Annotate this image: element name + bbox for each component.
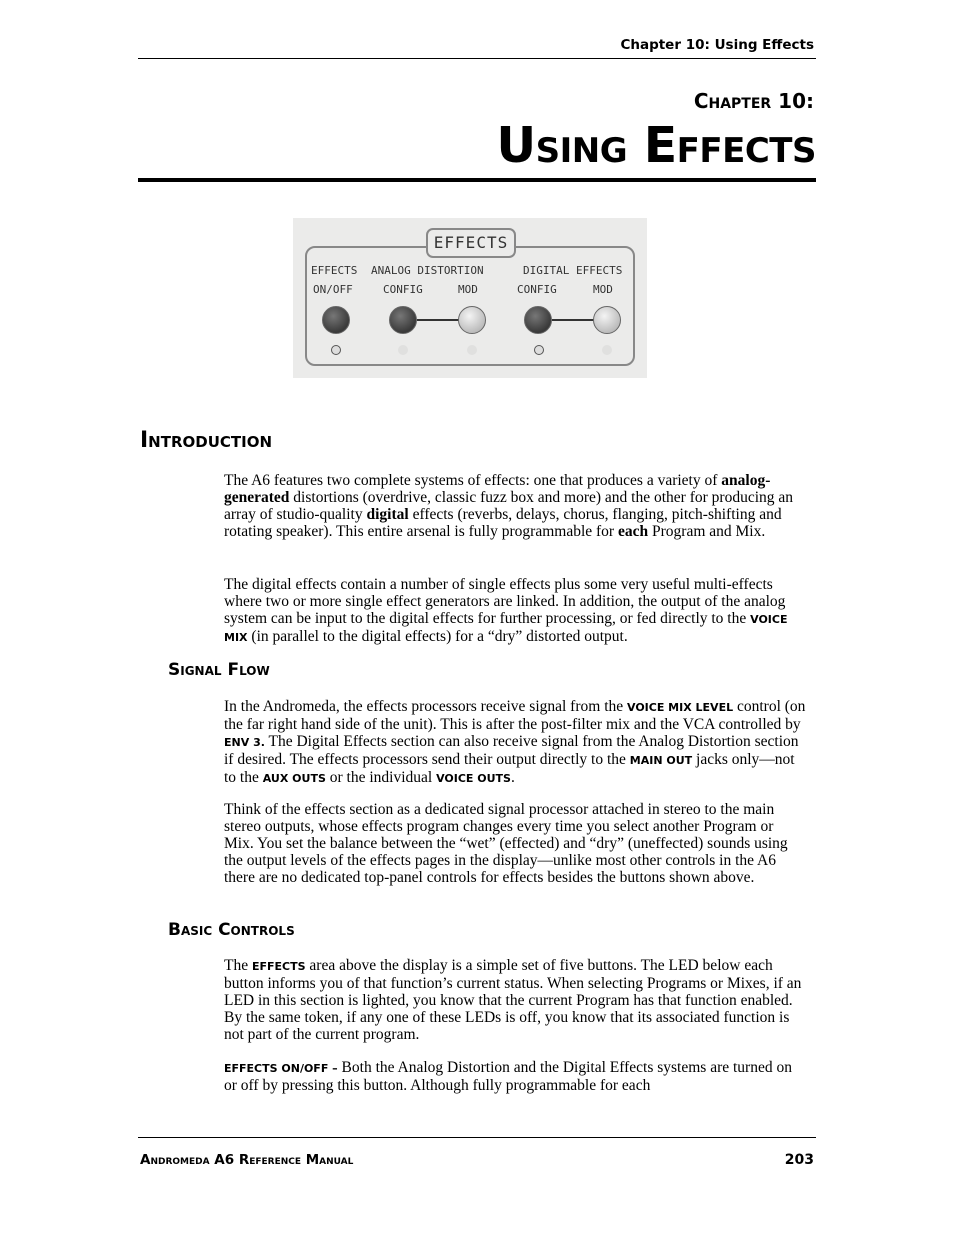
title-rule xyxy=(138,178,816,182)
digital-config-button xyxy=(524,306,552,334)
text-run: The digital effects contain a number of single effects plus some very useful multi-effects where two or more single effect generators are linked. In addition, the output of the analog system can be input to the digital effects for further processing, or fed directly to the xyxy=(224,576,786,628)
bold-term: digital xyxy=(366,506,409,524)
subsection-heading-signal-flow: Signal Flow xyxy=(168,660,270,680)
digital-mod-button xyxy=(593,306,621,334)
text-run: area above the display is a simple set of five buttons. The LED below each button informs you of that function’s current status. When selecting Programs or Mixes, if an LED in this section is lighted, you know that the current Program has that function enabled. By the same token, if any one of these LEDs is off, you know that its associated function is not part of the current program. xyxy=(224,957,802,1044)
text-run: jacks only—not to the xyxy=(224,751,795,787)
text-run: (in parallel to the digital effects) for a “dry” distorted output. xyxy=(247,628,628,646)
text-run: or the individual xyxy=(325,769,437,787)
analog-config-led xyxy=(398,345,408,355)
text-run: The xyxy=(224,957,252,974)
basic-controls-paragraph-2 xyxy=(224,1059,806,1094)
subsection-heading-basic-controls: Basic Controls xyxy=(168,920,295,940)
digital-link-line xyxy=(552,319,594,321)
analog-config-button xyxy=(389,306,417,334)
text-run: Program and Mix. xyxy=(648,523,766,541)
control-name: MAIN OUT xyxy=(629,754,693,768)
bold-term: analog-generated xyxy=(224,472,771,507)
digital-mod-led xyxy=(602,345,612,355)
bold-term: each xyxy=(617,523,649,541)
button-label-digital-config: CONFIG xyxy=(517,283,557,296)
group-label-effects: EFFECTS xyxy=(311,264,358,277)
button-label-analog-mod: MOD xyxy=(458,283,478,296)
signal-flow-paragraph-2: Think of the effects section as a dedicated signal processor attached in stereo to the main stereo outputs, whose effects program changes every time you select another Program or Mix. You set the balance between the “wet” (effected) and “dry” (uneffected) sounds using the output levels of the effects pages in the display—unlike most other controls in the A6 there are no dedicated top-panel controls for effects besides the buttons shown above. xyxy=(224,801,788,887)
text-run: . xyxy=(510,769,515,787)
control-name: AUX OUTS xyxy=(262,772,326,786)
group-label-digital: DIGITAL EFFECTS xyxy=(523,264,623,277)
basic-controls-paragraph-1 xyxy=(224,957,806,1043)
footer-manual-title: Andromeda A6 Reference Manual xyxy=(140,1152,354,1168)
text-run: control (on the far right hand side of the unit). This is after the post-filter mix and the VCA controlled by xyxy=(224,698,806,734)
effects-onoff-button xyxy=(322,306,350,334)
page-number: 203 xyxy=(784,1152,814,1168)
effects-panel-illustration xyxy=(293,218,647,378)
control-name: VOICE MIX xyxy=(224,613,788,645)
intro-paragraph-1 xyxy=(224,472,806,540)
control-name: EFFECTS ON/OFF – xyxy=(224,1062,338,1075)
analog-link-line xyxy=(417,319,459,321)
control-name: VOICE OUTS xyxy=(436,772,511,786)
text-run: In the Andromeda, the effects processors receive signal from the xyxy=(224,698,627,715)
panel-tab-label: EFFECTS xyxy=(426,228,516,258)
text-run: The A6 features two complete systems of effects: one that produces a variety of xyxy=(224,472,722,489)
button-label-onoff: ON/OFF xyxy=(313,283,353,296)
footer-rule xyxy=(138,1137,816,1138)
chapter-label: Chapter 10: xyxy=(693,89,814,113)
chapter-title: Using Effects xyxy=(496,117,816,174)
analog-mod-button xyxy=(458,306,486,334)
effects-onoff-led xyxy=(331,345,341,355)
digital-config-led xyxy=(534,345,544,355)
control-name: EFFECTS xyxy=(251,960,306,973)
analog-mod-led xyxy=(467,345,477,355)
button-label-analog-config: CONFIG xyxy=(383,283,423,296)
control-name: VOICE MIX LEVEL xyxy=(627,701,734,714)
text-run: The Digital Effects section can also receive signal from the Analog Distortion section if desired. The effects processors send their output directly to the xyxy=(224,733,799,769)
group-label-analog: ANALOG DISTORTION xyxy=(371,264,484,277)
button-label-digital-mod: MOD xyxy=(593,283,613,296)
signal-flow-paragraph-1 xyxy=(224,698,806,787)
text-run: Both the Analog Distortion and the Digital Effects systems are turned on or off by pressing this button. Although fully programmable for each xyxy=(224,1059,792,1095)
control-name: ENV 3. xyxy=(224,736,265,750)
section-heading-introduction: Introduction xyxy=(140,428,273,453)
running-header: Chapter 10: Using Effects xyxy=(620,37,814,53)
text-run: effects (reverbs, delays, chorus, flanging, pitch-shifting and rotating speaker). This entire arsenal is fully programmable for xyxy=(224,506,782,541)
intro-paragraph-2 xyxy=(224,576,806,646)
header-rule xyxy=(138,58,816,59)
text-run: distortions (overdrive, classic fuzz box and more) and the other for producing an array of studio-quality xyxy=(224,489,794,524)
